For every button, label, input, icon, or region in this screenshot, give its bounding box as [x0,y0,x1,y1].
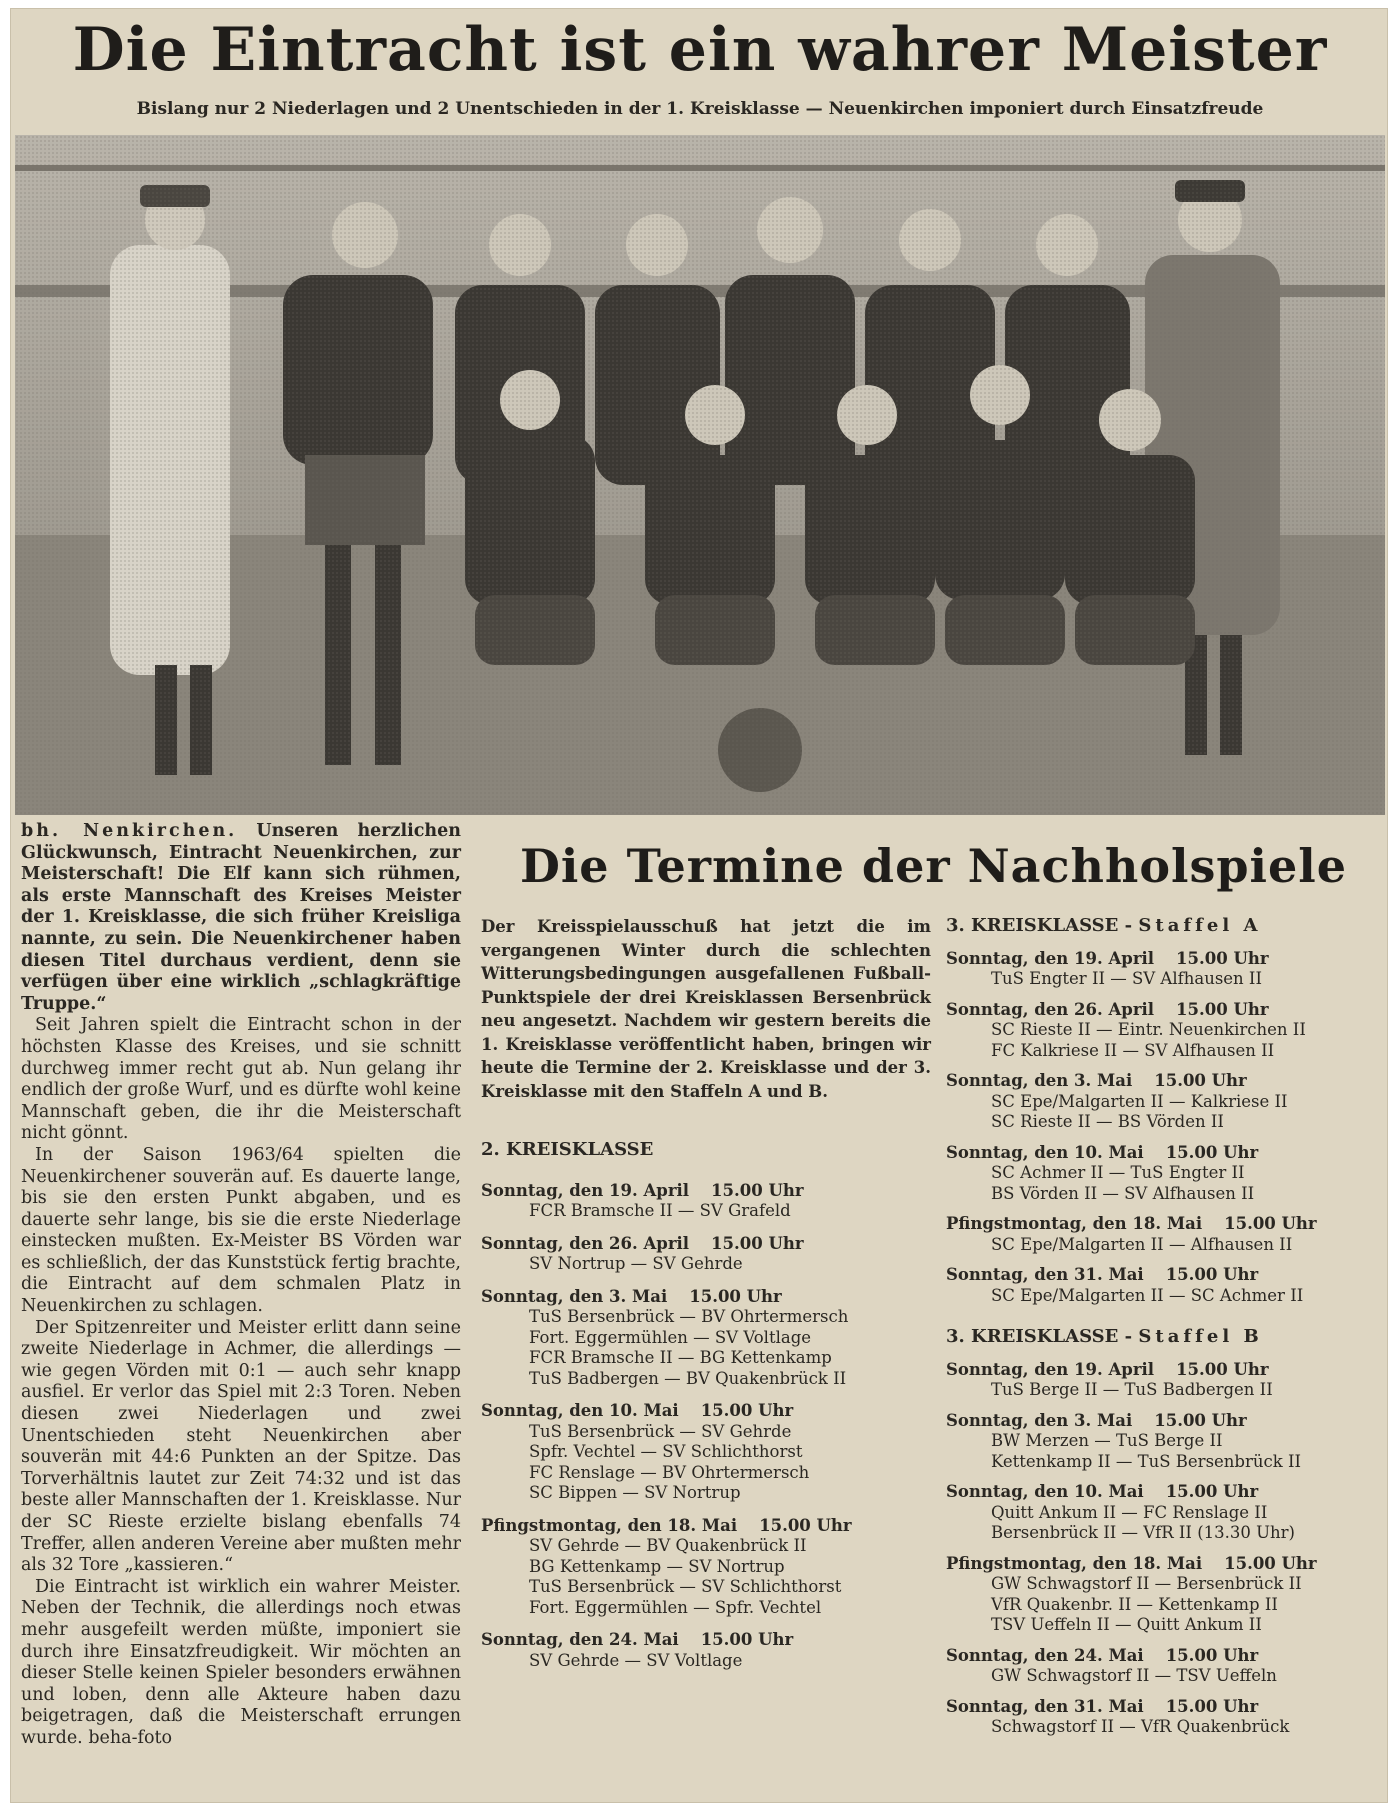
fixture-date-text: Pfingstmontag, den 18. Mai [481,1515,738,1535]
fixture-date-text: Sonntag, den 24. Mai [946,1645,1144,1665]
fixture-date-text: Sonntag, den 3. Mai [946,1071,1133,1091]
fixture-match: SV Gehrde — SV Voltlage [529,1650,743,1670]
team-photo [15,135,1385,815]
fixture-block [481,1516,931,1619]
fixture-match: TSV Ueffeln II — Quitt Ankum II [991,1615,1262,1635]
fixture-date-text: Sonntag, den 10. Mai [946,1482,1144,1502]
fixture-match: GW Schwagstorf II — Bersenbrück II [991,1574,1302,1594]
fixture-date [946,1071,1388,1092]
fixture-time: 15.00 Uhr [1165,1142,1259,1162]
team-photo-image [15,135,1385,815]
schedule-intro: Der Kreisspielausschuß hat jetzt die im vergangenen Winter durch die schlechten Witterungsbedingungen ausgefallenen Fußball-Punktspiele der drei Kreisklassen Bersenbrück neu angesetzt. Nachdem wir gestern bereits die 1. Kreisklasse veröffentlicht haben, bringen wir heute die Termine der 2. Kreisklasse und der 3. Kreisklasse mit den Staffeln A und B. [481,917,931,1101]
fixture-time: 15.00 Uhr [1154,1071,1247,1091]
fixture-time: 15.00 Uhr [711,1233,804,1253]
fixture-time: 15.00 Uhr [1176,999,1269,1019]
fixture-block [946,1482,1388,1544]
fixture-match: Fort. Eggermühlen — Spfr. Vechtel [529,1597,822,1617]
fixture-time: 15.00 Uhr [689,1286,782,1306]
fixture-date-text: Sonntag, den 26. April [946,999,1155,1019]
article-paragraph: In der Saison 1963/64 spielten die Neuenkirchener souverän auf. Es dauerte lange, bis sie den ersten Punkt abgaben, und es dauerte sehr lange, bis sie die erste Niederlage einstecken mußten. Ex-Meister BS Vörden war es schließlich, der das Kunststück fertig brachte, die Eintracht auf dem schmalen Platz in Neuenkirchen zu schlagen. [21,1144,461,1317]
fixture-match: Bersenbrück II — VfR II (13.30 Uhr) [991,1523,1295,1543]
fixture-block [946,1000,1388,1062]
league-heading [946,1326,1388,1348]
fixture-block [481,1181,931,1222]
fixture-match: SC Epe/Malgarten II — SC Achmer II [991,1285,1304,1305]
fixture-match: BG Kettenkamp — SV Nortrup [529,1556,785,1576]
fixture-match: Spfr. Vechtel — SV Schlichthorst [529,1442,803,1462]
fixture-time: 15.00 Uhr [700,1401,794,1421]
fixture-time: 15.00 Uhr [1165,1696,1259,1716]
fixture-date-text: Sonntag, den 31. Mai [946,1696,1144,1716]
fixture-date [481,1630,931,1651]
fixture-date [946,1214,1388,1235]
fixture-match: Quitt Ankum II — FC Renslage II [991,1502,1268,1522]
fixture-date [946,1265,1388,1286]
fixture-match: SC Rieste II — BS Vörden II [991,1112,1224,1132]
league-heading-text: 3. KREISKLASSE - [946,1326,1133,1348]
schedule-title: Die Termine der Nachholspiele [519,839,1348,893]
fixture-date-text: Sonntag, den 3. Mai [481,1286,668,1306]
fixture-match: BS Vörden II — SV Alfhausen II [991,1183,1255,1203]
fixture-match: FC Renslage — BV Ohrtermersch [529,1462,810,1482]
subheadline: Bislang nur 2 Niederlagen und 2 Unentschieden in der 1. Kreisklasse — Neuenkirchen imponiert durch Einsatzfreude [136,99,1264,119]
fixture-match: BW Merzen — TuS Berge II [991,1431,1223,1451]
fixture-match: SC Bippen — SV Nortrup [529,1483,741,1503]
fixture-time: 15.00 Uhr [1165,1482,1259,1502]
fixture-match: TuS Engter II — SV Alfhausen II [991,969,1262,989]
fixture-block [481,1401,931,1504]
fixture-date [946,1554,1388,1575]
fixture-match: SC Epe/Malgarten II — Alfhausen II [991,1234,1293,1254]
fixture-block [946,1697,1388,1738]
article-paragraph-last [21,1577,461,1750]
fixture-date-text: Pfingstmontag, den 18. Mai [946,1553,1203,1573]
fixture-time: 15.00 Uhr [1165,1645,1259,1665]
article-paragraph: Seit Jahren spielt die Eintracht schon in der höchsten Klasse des Kreises, und sie schnitt durchweg immer recht gut ab. Nun gelang ihr endlich der große Wurf, und es dürfte wohl keine Mannschaft geben, die ihr die Meisterschaft nicht gönnt. [21,1015,461,1144]
fixture-date [481,1234,931,1255]
fixture-date-text: Sonntag, den 3. Mai [946,1410,1133,1430]
fixture-date-text: Sonntag, den 26. April [481,1233,690,1253]
fixture-date [946,1143,1388,1164]
fixture-match: GW Schwagstorf II — TSV Ueffeln [991,1666,1277,1686]
fixture-date-text: Sonntag, den 19. April [481,1180,690,1200]
fixture-time: 15.00 Uhr [759,1515,852,1535]
fixture-match: SC Epe/Malgarten II — Kalkriese II [991,1091,1288,1111]
fixture-match: VfR Quakenbr. II — Kettenkamp II [991,1594,1278,1614]
fixture-time: 15.00 Uhr [1165,1265,1259,1285]
fixture-match: TuS Bersenbrück — SV Schlichthorst [529,1577,842,1597]
last-paragraph-text: Die Eintracht ist wirklich ein wahrer Meister. Neben der Technik, die allerdings noch etwas mehr ausgefeilt werden müßte, imponiert sie durch ihre Einsatzfreudigkeit. Wir möchten an dieser Stelle keinen Spieler besonders erwähnen und loben, denn alle Akteure haben dazu beigetragen, daß die Meisterschaft errungen wurde. [21,1576,461,1748]
fixture-time: 15.00 Uhr [1154,1410,1247,1430]
fixture-match: FCR Bramsche II — BG Kettenkamp [529,1348,832,1368]
fixture-date [946,949,1388,970]
fixture-match: SV Gehrde — BV Quakenbrück II [529,1536,807,1556]
fixture-date [946,1646,1388,1667]
fixture-list [946,949,1388,1307]
fixture-date-text: Sonntag, den 19. April [946,948,1155,968]
fixture-match: SC Rieste II — Eintr. Neuenkirchen II [991,1020,1306,1040]
lead-text: Unseren herzlichen Glückwunsch, Eintracht Neuenkirchen, zur Meisterschaft! Die Elf kann sich rühmen, als erste Mannschaft des Kreises Meister der 1. Kreisklasse, die sich früher Kreisliga nannte, zu sein. Die Neuenkirchener haben diesen Titel durchaus verdient, denn sie verfügen über eine wirklich „schlagkräftige Truppe.“ [21,821,461,1014]
fixture-date-text: Sonntag, den 10. Mai [481,1401,679,1421]
fixture-time: 15.00 Uhr [711,1180,804,1200]
fixture-date-text: Sonntag, den 24. Mai [481,1630,679,1650]
dateline: bh. Nenkirchen. [21,821,238,841]
fixture-match: TuS Berge II — TuS Badbergen II [991,1380,1273,1400]
fixture-match: FCR Bramsche II — SV Grafeld [529,1201,791,1221]
fixture-block [946,1071,1388,1133]
fixture-date [946,1411,1388,1432]
article-paragraph: Der Spitzenreiter und Meister erlitt dann seine zweite Niederlage in Achmer, die allerdings — wie gegen Vörden mit 0:1 — auch sehr knapp ausfiel. Er verlor das Spiel mit 2:3 Toren. Neben diesen zwei Niederlagen und zwei Unentschieden steht Neuenkirchen aber souverän mit 44:6 Punkten an der Spitze. Das Torverhältnis lautet zur Zeit 74:32 und ist das beste aller Mannschaften der 1. Kreisklasse. Nur der SC Rieste erzielte bislang ebenfalls 74 Treffer, allen anderen Vereine aber mußten mehr als 32 Tore „kassieren.“ [21,1317,461,1576]
fixture-block [481,1234,931,1275]
league-heading [946,915,1388,937]
fixture-match: TuS Badbergen — BV Quakenbrück II [529,1368,847,1388]
fixture-block [946,1646,1388,1687]
fixture-date-text: Sonntag, den 10. Mai [946,1142,1144,1162]
fixture-block [946,1411,1388,1473]
fixture-block [946,1554,1388,1636]
fixture-date-text: Sonntag, den 31. Mai [946,1265,1144,1285]
fixture-date-text: Sonntag, den 19. April [946,1359,1155,1379]
fixture-block [946,1360,1388,1401]
fixture-time: 15.00 Uhr [1176,948,1269,968]
staffel-label: Staffel B [1138,1326,1263,1348]
fixture-block [481,1287,931,1390]
staffel-label: Staffel A [1138,915,1262,936]
fixture-time: 15.00 Uhr [1224,1553,1317,1573]
fixture-date [946,1697,1388,1718]
league-heading: 2. KREISKLASSE [481,1139,654,1160]
league-heading-text: 3. KREISKLASSE - [946,915,1133,936]
fixture-list [946,1360,1388,1738]
fixture-block [946,1143,1388,1205]
fixture-date [481,1287,931,1308]
fixture-date [481,1181,931,1202]
fixture-match: Fort. Eggermühlen — SV Voltlage [529,1327,812,1347]
fixture-match: TuS Bersenbrück — SV Gehrde [529,1421,792,1441]
fixture-time: 15.00 Uhr [700,1630,794,1650]
fixture-block [946,1214,1388,1255]
fixture-match: Kettenkamp II — TuS Bersenbrück II [991,1451,1302,1471]
fixture-time: 15.00 Uhr [1176,1359,1269,1379]
fixture-date [946,1482,1388,1503]
schedule-column-right [946,915,1388,1748]
schedule-column-middle [481,915,931,1683]
fixture-date [946,1360,1388,1381]
fixture-match: Schwagstorf II — VfR Quakenbrück [991,1717,1290,1737]
fixture-date [481,1401,931,1422]
photo-credit: beha-foto [88,1727,173,1748]
article-column [21,821,461,1750]
fixture-match: SC Achmer II — TuS Engter II [991,1163,1245,1183]
newspaper-clipping [10,8,1388,1803]
fixture-list [481,1181,931,1672]
fixture-match: TuS Bersenbrück — BV Ohrtermersch [529,1307,849,1327]
fixture-date [481,1516,931,1537]
fixture-date [946,1000,1388,1021]
fixture-match: FC Kalkriese II — SV Alfhausen II [991,1040,1275,1060]
fixture-date-text: Pfingstmontag, den 18. Mai [946,1214,1203,1234]
fixture-block [946,949,1388,990]
fixture-block [481,1630,931,1671]
fixture-match: SV Nortrup — SV Gehrde [529,1254,743,1274]
fixture-time: 15.00 Uhr [1224,1214,1317,1234]
article-lead [21,821,461,1015]
headline: Die Eintracht ist ein wahrer Meister [72,15,1328,85]
fixture-block [946,1265,1388,1306]
